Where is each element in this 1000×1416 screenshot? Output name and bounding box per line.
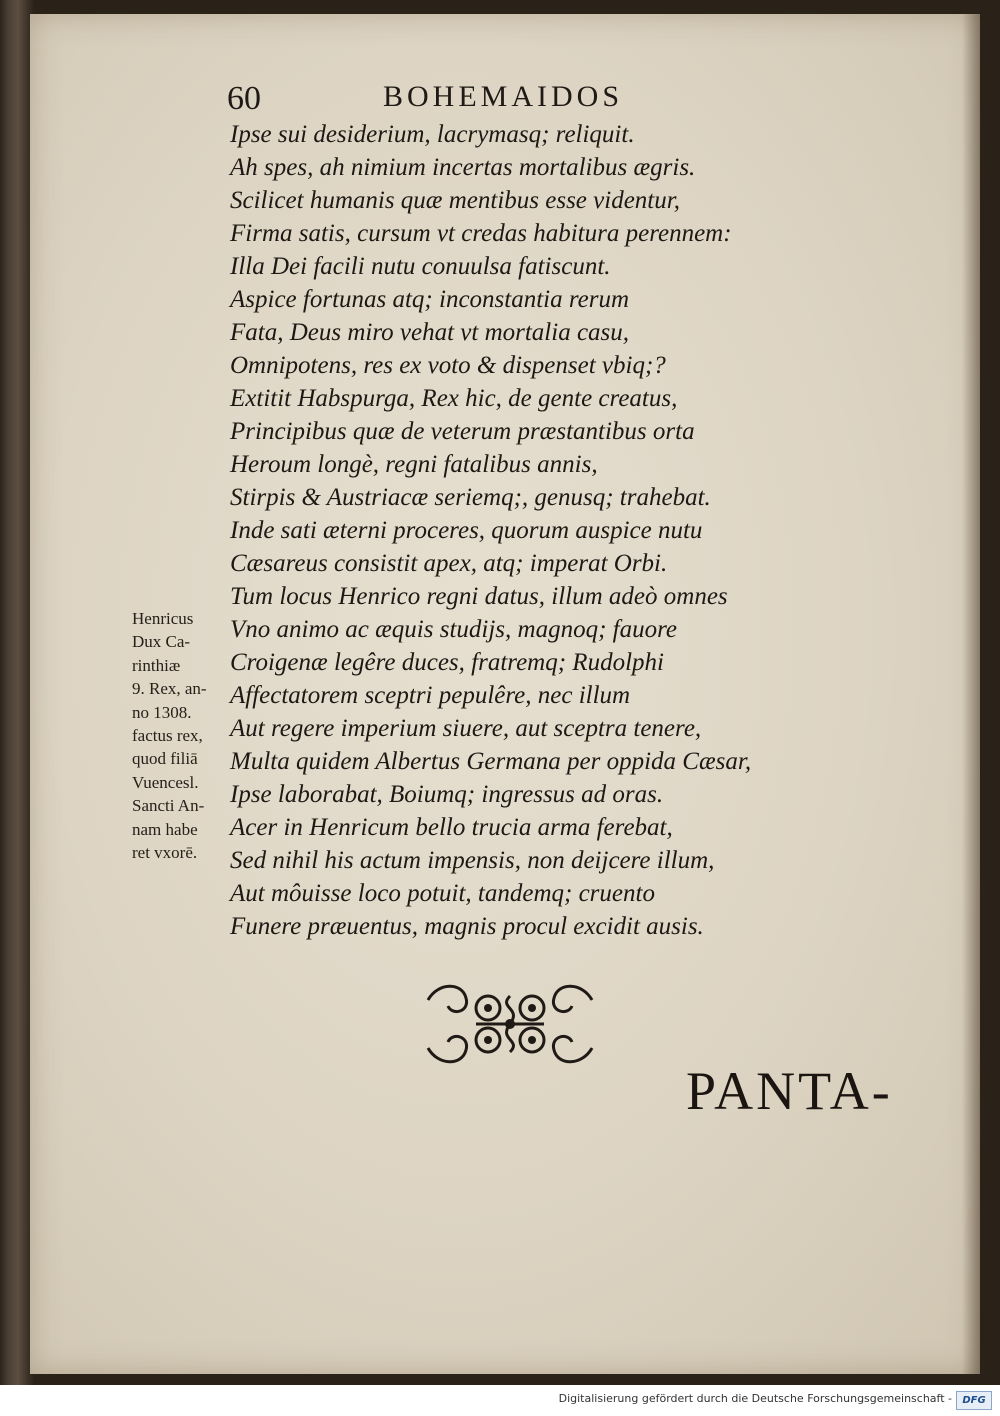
marginal-note-line: factus rex,: [132, 725, 203, 745]
verse-line: Stirpis & Austriacæ seriemq;, genusq; trahebat.: [230, 484, 711, 511]
verse-line: Firma satis, cursum vt credas habitura perennem:: [230, 220, 732, 247]
marginal-note-line: rinthiæ: [132, 655, 181, 675]
marginal-note-line: nam habe: [132, 819, 198, 839]
catchword: PANTA-: [686, 1061, 893, 1121]
marginal-note-line: quod filiā: [132, 749, 198, 769]
verse-text: [230, 118, 870, 943]
printer-ornament: [422, 978, 598, 1070]
marginal-note-line: ret vxorē.: [132, 842, 198, 862]
marginal-note-line: 9. Rex, an-: [132, 679, 207, 699]
marginal-note-line: Sancti An-: [132, 796, 205, 816]
verse-line: Funere præuentus, magnis procul excidit ausis.: [230, 913, 704, 940]
verse-line: Acer in Henricum bello trucia arma ferebat,: [230, 814, 673, 841]
marginal-note-line: Vuencesl.: [132, 772, 199, 792]
marginal-note-line: Dux Ca-: [132, 632, 191, 652]
verse-line: Sed nihil his actum impensis, non deijcere illum,: [230, 847, 715, 874]
verse-line: Affectatorem sceptri pepulêre, nec illum: [230, 682, 631, 709]
dfg-logo-icon: DFG: [956, 1391, 992, 1410]
marginal-note-line: no 1308.: [132, 702, 192, 722]
verse-line: Aut môuisse loco potuit, tandemq; cruento: [230, 880, 655, 907]
verse-line: Vno animo ac æquis studijs, magnoq; fauore: [230, 616, 677, 643]
verse-line: Cæsareus consistit apex, atq; imperat Orbi.: [230, 550, 668, 577]
verse-line: Tum locus Henrico regni datus, illum adeò omnes: [230, 583, 728, 610]
running-head: BOHEMAIDOS: [383, 80, 624, 113]
verse-line: Illa Dei facili nutu conuulsa fatiscunt.: [230, 253, 611, 280]
verse-line: Inde sati æterni proceres, quorum auspice nutu: [230, 517, 703, 544]
verse-line: Omnipotens, res ex voto & dispenset vbiq;?: [230, 352, 666, 379]
verse-line: Fata, Deus miro vehat vt mortalia casu,: [230, 319, 630, 346]
verse-line: Aut regere imperium siuere, aut sceptra tenere,: [230, 715, 702, 742]
verse-line: Ipse sui desiderium, lacrymasq; reliquit.: [230, 121, 635, 148]
verse-line: Principibus quæ de veterum præstantibus orta: [230, 418, 695, 445]
verse-line: Extitit Habspurga, Rex hic, de gente creatus,: [230, 385, 678, 412]
verse-line: Multa quidem Albertus Germana per oppida Cæsar,: [230, 748, 752, 775]
marginal-note-line: Henricus: [132, 609, 194, 628]
page-number: 60: [227, 80, 261, 117]
verse-line: Ipse laborabat, Boiumq; ingressus ad oras.: [230, 781, 664, 808]
verse-line: Scilicet humanis quæ mentibus esse videntur,: [230, 187, 680, 214]
footer-bar: [0, 1385, 1000, 1416]
marginal-note: [132, 607, 242, 864]
funding-credit: Digitalisierung gefördert durch die Deutsche Forschungsgemeinschaft -: [558, 1392, 952, 1405]
verse-line: Aspice fortunas atq; inconstantia rerum: [230, 286, 630, 313]
verse-line: Heroum longè, regni fatalibus annis,: [230, 451, 598, 478]
verse-line: Croigenæ legêre duces, fratremq; Rudolphi: [230, 649, 664, 676]
verse-line: Ah spes, ah nimium incertas mortalibus ægris.: [230, 154, 696, 181]
